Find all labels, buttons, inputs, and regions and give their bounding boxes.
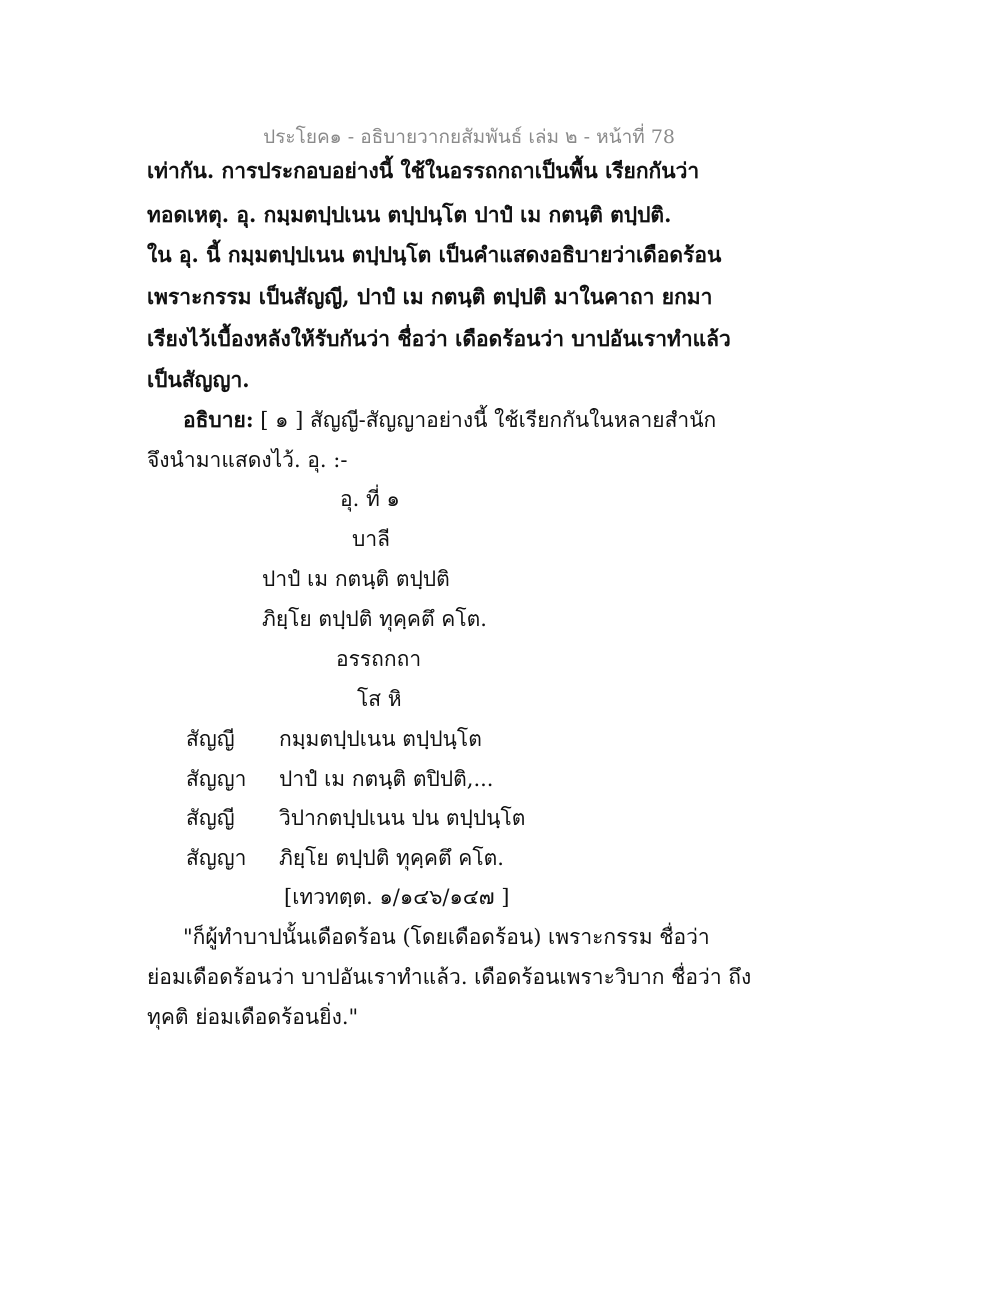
commentary-heading: อรรถกถา	[336, 647, 422, 671]
row-text: ปาปํ เม กตนฺติ ตปิปติ,...	[279, 767, 494, 791]
source-reference: [เทวทตฺต. ๑/๑๔๖/๑๔๗ ]	[284, 885, 510, 909]
paragraph-line: ทอดเหตุ. อุ. กมฺมตปฺปเนน ตปฺปนฺโต ปาปํ เม กตนฺติ ตปฺปติ.	[147, 202, 672, 227]
row-term: สัญญา	[186, 846, 247, 870]
paragraph-line: เพราะกรรม เป็นสัญญี, ปาปํ เม กตนฺติ ตปฺปติ มาในคาถา ยกมา	[147, 284, 713, 309]
row-text: กมฺมตปฺปเนน ตปฺปนฺโต	[279, 727, 482, 751]
translation-line: "ก็ผู้ทำบาปนั้นเดือดร้อน (โดยเดือดร้อน) เพราะกรรม ชื่อว่า	[183, 925, 710, 949]
row-term: สัญญี	[186, 727, 235, 751]
page-header: ประโยค๑ - อธิบายวากยสัมพันธ์ เล่ม ๒ - หน้าที่ 78	[263, 126, 675, 148]
row-text: วิปากตปฺปเนน ปน ตปฺปนฺโต	[279, 806, 526, 830]
translation-line: ย่อมเดือดร้อนว่า บาปอันเราทำแล้ว. เดือดร้อนเพราะวิบาก ชื่อว่า ถึง	[147, 965, 752, 989]
explanation-line: จึงนำมาแสดงไว้. อุ. :-	[147, 448, 348, 472]
pali-line: ปาปํ เม กตนฺติ ตปฺปติ	[262, 567, 450, 591]
translation-line: ทุคติ ย่อมเดือดร้อนยิ่ง."	[147, 1005, 359, 1029]
row-term: สัญญี	[186, 806, 235, 830]
explanation-text: [ ๑ ] สัญญี-สัญญาอย่างนี้ ใช้เรียกกันในหลายสำนัก	[253, 408, 717, 432]
paragraph-line: ใน อุ. นี้ กมฺมตปฺปเนน ตปฺปนฺโต เป็นคำแสดงอธิบายว่าเดือดร้อน	[147, 242, 722, 267]
row-term: สัญญา	[186, 767, 247, 791]
pali-heading: บาลี	[352, 527, 390, 551]
paragraph-line: เท่ากัน. การประกอบอย่างนี้ ใช้ในอรรถกถาเป็นพื้น เรียกกันว่า	[147, 158, 700, 183]
example-title: อุ. ที่ ๑	[340, 487, 400, 511]
explanation-label: อธิบาย:	[183, 407, 254, 432]
paragraph-line: เป็นสัญญา.	[147, 367, 250, 392]
commentary-intro: โส หิ	[357, 687, 402, 711]
paragraph-line: เรียงไว้เบื้องหลังให้รับกันว่า ชื่อว่า เดือดร้อนว่า บาปอันเราทำแล้ว	[147, 326, 731, 351]
row-text: ภิยฺโย ตปฺปติ ทุคฺคตึ คโต.	[279, 846, 504, 870]
explanation-line	[183, 409, 716, 431]
pali-line: ภิยฺโย ตปฺปติ ทุคฺคตึ คโต.	[262, 607, 487, 631]
